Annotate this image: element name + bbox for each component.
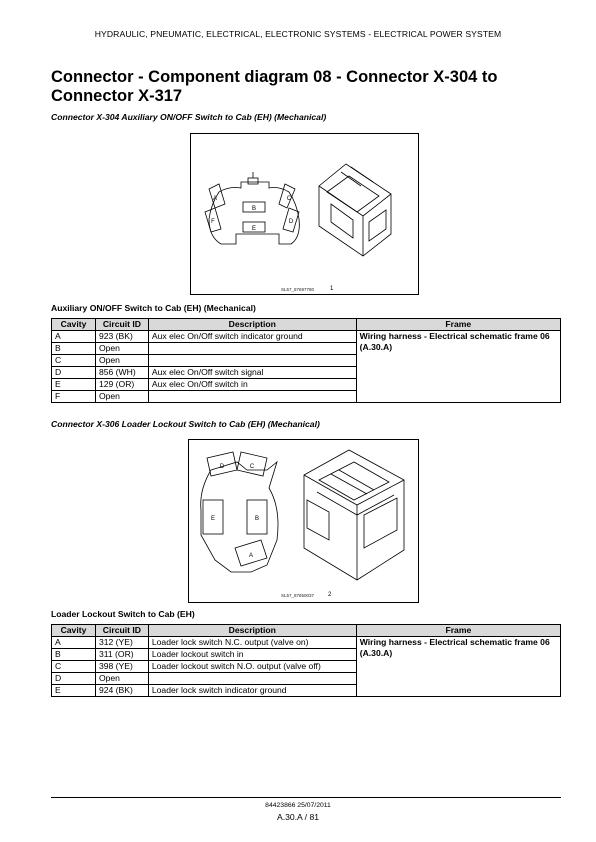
section-2-subheading: Connector X-306 Loader Lockout Switch to Cab (EH) (Mechanical) <box>51 419 320 429</box>
table-row <box>52 331 561 343</box>
col-header-circuit: Circuit ID <box>95 625 148 637</box>
cell-cavity: E <box>52 379 96 391</box>
cell-description <box>148 673 356 685</box>
cell-cavity: D <box>52 367 96 379</box>
figure-2-number: 2 <box>328 592 332 598</box>
cell-description: Aux elec On/Off switch in <box>148 379 356 391</box>
table-1-cavities <box>51 318 561 403</box>
col-header-frame: Frame <box>356 625 560 637</box>
cell-description: Loader lockout switch N.O. output (valve off) <box>148 661 356 673</box>
cell-circuit: 924 (BK) <box>95 685 148 697</box>
cell-description <box>148 391 356 403</box>
cell-description: Loader lock switch N.C. output (valve on) <box>148 637 356 649</box>
col-header-circuit: Circuit ID <box>95 319 148 331</box>
col-header-cavity: Cavity <box>52 319 96 331</box>
figure-1-number: 1 <box>330 286 334 292</box>
cavity-label-c: C <box>249 464 255 470</box>
cavity-label-e: E <box>210 516 216 522</box>
cell-circuit: 311 (OR) <box>95 649 148 661</box>
cell-cavity: B <box>52 343 96 355</box>
cell-cavity: A <box>52 637 96 649</box>
cell-description: Aux elec On/Off switch signal <box>148 367 356 379</box>
col-header-cavity: Cavity <box>52 625 96 637</box>
cell-description: Aux elec On/Off switch indicator ground <box>148 331 356 343</box>
table-2-cavities <box>51 624 561 697</box>
cell-description <box>148 355 356 367</box>
cavity-label-a: A <box>248 553 254 559</box>
page-title: Connector - Component diagram 08 - Connector X-304 to Connector X-317 <box>51 68 498 105</box>
cell-description: Loader lock switch indicator ground <box>148 685 356 697</box>
cell-circuit: 129 (OR) <box>95 379 148 391</box>
col-header-frame: Frame <box>356 319 560 331</box>
cell-circuit: Open <box>95 355 148 367</box>
cell-circuit: Open <box>95 673 148 685</box>
table-1-caption: Auxiliary ON/OFF Switch to Cab (EH) (Mechanical) <box>51 303 256 313</box>
cavity-label-d: D <box>219 464 225 470</box>
cell-circuit: Open <box>95 391 148 403</box>
connector-x306-diagram <box>189 440 418 602</box>
section-1-subheading: Connector X-304 Auxiliary ON/OFF Switch to Cab (EH) (Mechanical) <box>51 112 327 122</box>
cell-circuit: Open <box>95 343 148 355</box>
footer-page-number: A.30.A / 81 <box>276 812 320 822</box>
cell-cavity: E <box>52 685 96 697</box>
cell-description <box>148 343 356 355</box>
cell-circuit: 856 (WH) <box>95 367 148 379</box>
cell-cavity: F <box>52 391 96 403</box>
cavity-label-b: B <box>251 206 257 212</box>
cavity-label-c: C <box>286 196 292 202</box>
cell-cavity: C <box>52 661 96 673</box>
cell-cavity: B <box>52 649 96 661</box>
table-2-caption: Loader Lockout Switch to Cab (EH) <box>51 609 195 619</box>
cavity-label-d: D <box>288 219 294 225</box>
footer-divider <box>51 797 561 798</box>
cavity-label-b: B <box>254 516 260 522</box>
cell-frame: Wiring harness - Electrical schematic frame 06 (A.30.A) <box>356 331 560 403</box>
cavity-label-e: E <box>251 226 257 232</box>
cell-circuit: 398 (YE) <box>95 661 148 673</box>
cell-circuit: 923 (BK) <box>95 331 148 343</box>
figure-1-code: SL57_87697780 <box>281 287 315 292</box>
connector-x304-diagram <box>191 134 418 294</box>
cell-description: Loader lockout switch in <box>148 649 356 661</box>
cell-cavity: C <box>52 355 96 367</box>
figure-2-connector-x306 <box>188 439 419 603</box>
cavity-label-f: F <box>211 219 215 225</box>
cell-cavity: A <box>52 331 96 343</box>
cell-frame: Wiring harness - Electrical schematic frame 06 (A.30.A) <box>356 637 560 697</box>
figure-1-connector-x304 <box>190 133 419 295</box>
col-header-description: Description <box>148 319 356 331</box>
figure-2-code: SL57_87650037 <box>281 593 315 598</box>
cell-circuit: 312 (YE) <box>95 637 148 649</box>
running-header: HYDRAULIC, PNEUMATIC, ELECTRICAL, ELECTRONIC SYSTEMS - ELECTRICAL POWER SYSTEM <box>94 29 502 39</box>
cavity-label-a: A <box>212 196 218 202</box>
footer-doc-code: 84423866 25/07/2011 <box>265 802 331 809</box>
col-header-description: Description <box>148 625 356 637</box>
table-row <box>52 637 561 649</box>
cell-cavity: D <box>52 673 96 685</box>
